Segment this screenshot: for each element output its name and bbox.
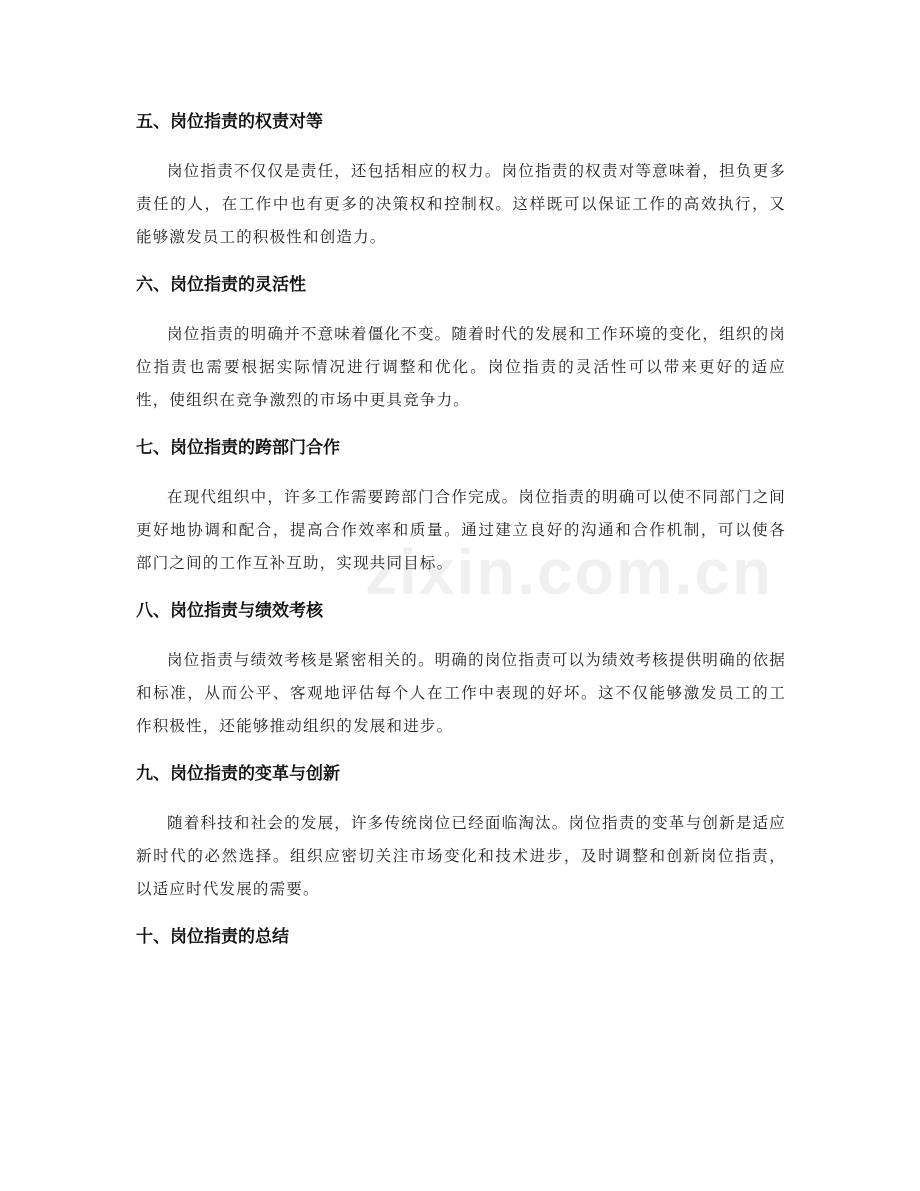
section-paragraph: 岗位指责不仅仅是责任，还包括相应的权力。岗位指责的权责对等意味着，担负更多责任的人，在工作中也有更多的决策权和控制权。这样既可以保证工作的高效执行，又能够激发员工的积极性和创造力。 [136, 162, 786, 246]
section-5 [136, 105, 786, 254]
section-paragraph: 岗位指责的明确并不意味着僵化不变。随着时代的发展和工作环境的变化，组织的岗位指责也需要根据实际情况进行调整和优化。岗位指责的灵活性可以带来更好的适应性，使组织在竞争激烈的市场中更具竞争力。 [136, 325, 786, 409]
section-paragraph: 随着科技和社会的发展，许多传统岗位已经面临淘汰。岗位指责的变革与创新是适应新时代的必然选择。组织应密切关注市场变化和技术进步，及时调整和创新岗位指责，以适应时代发展的需要。 [136, 814, 786, 898]
section-paragraph: 岗位指责与绩效考核是紧密相关的。明确的岗位指责可以为绩效考核提供明确的依据和标准，从而公平、客观地评估每个人在工作中表现的好坏。这不仅能够激发员工的工作积极性，还能够推动组织的发展和进步。 [136, 651, 786, 735]
section-6 [136, 268, 786, 417]
section-paragraph: 在现代组织中，许多工作需要跨部门合作完成。岗位指责的明确可以使不同部门之间更好地协调和配合，提高合作效率和质量。通过建立良好的沟通和合作机制，可以使各部门之间的工作互补互助，实现共同目标。 [136, 488, 786, 572]
section-heading: 七、岗位指责的跨部门合作 [136, 438, 340, 458]
section-heading: 八、岗位指责与绩效考核 [136, 601, 323, 621]
document-content [136, 105, 786, 970]
watermark: zixin.com.cn [365, 536, 774, 608]
section-10 [136, 920, 786, 954]
section-heading: 十、岗位指责的总结 [136, 927, 289, 947]
section-heading: 九、岗位指责的变革与创新 [136, 764, 340, 784]
section-heading: 六、岗位指责的灵活性 [136, 275, 306, 295]
section-heading: 五、岗位指责的权责对等 [136, 112, 323, 132]
section-9 [136, 757, 786, 906]
section-8 [136, 594, 786, 743]
section-7 [136, 431, 786, 580]
